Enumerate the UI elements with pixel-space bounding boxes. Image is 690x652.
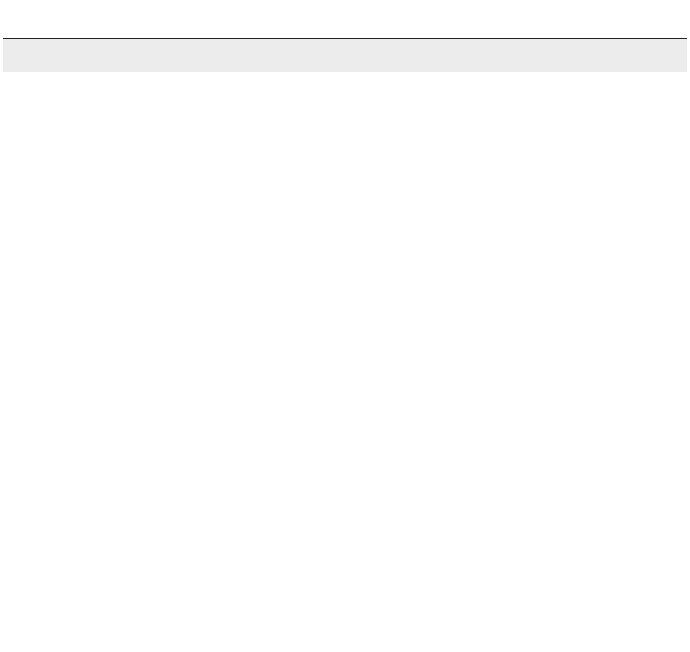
- section-band-ssd: [3, 38, 687, 72]
